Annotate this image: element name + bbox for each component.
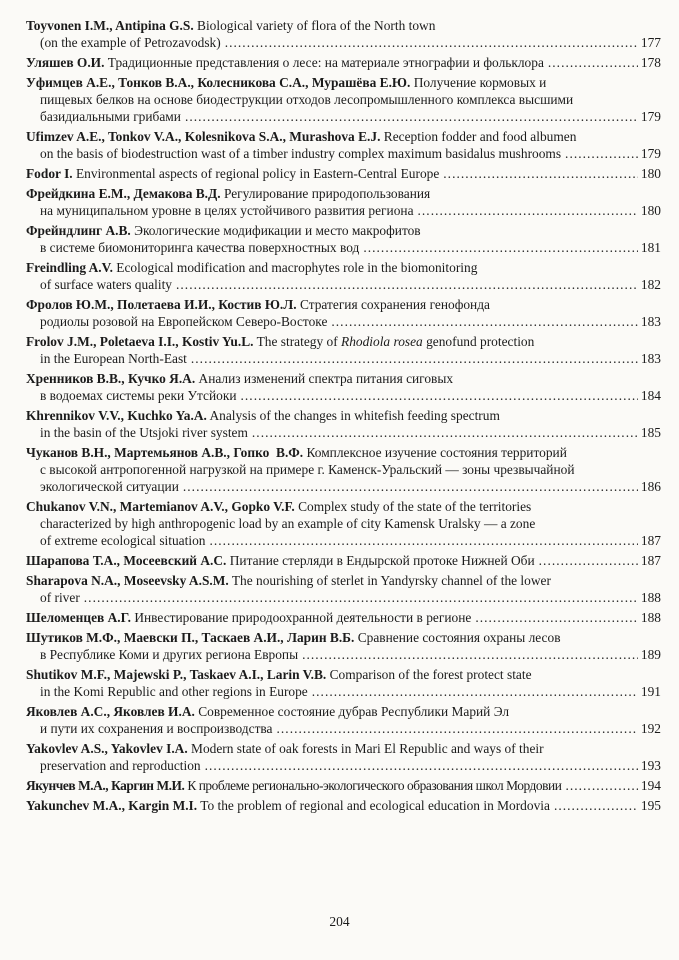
toc-entry xyxy=(26,666,661,700)
entry-text xyxy=(26,186,430,201)
toc-entry-line xyxy=(26,296,661,313)
toc-entry xyxy=(26,629,661,663)
entry-text xyxy=(40,34,221,51)
entry-page-number: 189 xyxy=(640,647,661,662)
entry-text xyxy=(26,75,546,90)
entry-text xyxy=(26,630,561,645)
entry-title-fragment: (on the example of Petrozavodsk) xyxy=(40,35,221,50)
toc-entry-line xyxy=(26,461,661,478)
toc-entry-line xyxy=(26,629,661,646)
entry-text xyxy=(26,371,453,386)
dot-leader xyxy=(554,797,638,814)
entry-title-fragment: Сравнение состояния охраны лесов xyxy=(354,630,561,645)
entry-title-fragment: in the European North-East xyxy=(40,351,187,366)
toc-entry xyxy=(26,703,661,737)
entry-page-number: 193 xyxy=(640,758,661,773)
toc-entry-line xyxy=(26,259,661,276)
toc-entry-line xyxy=(26,145,661,162)
entry-text xyxy=(26,704,509,719)
entry-title-fragment: Ecological modification and macrophytes role in the biomonitoring xyxy=(112,260,478,275)
toc-entry-line xyxy=(26,91,661,108)
page-footer-number: 204 xyxy=(329,914,350,929)
toc-entry-line xyxy=(26,74,661,91)
toc-entry-line xyxy=(26,740,661,757)
entry-page-number: 180 xyxy=(640,203,661,218)
toc-entry-line xyxy=(26,797,661,814)
entry-title-fragment: Environmental aspects of regional policy in Eastern-Central Europe xyxy=(72,166,440,181)
entry-page-number: 194 xyxy=(640,778,661,793)
entry-text xyxy=(26,408,500,423)
entry-authors: Toyvonen I.M., Antipina G.S. xyxy=(26,18,194,33)
entry-title-fragment: The strategy of xyxy=(253,334,342,349)
entry-title-fragment: To the problem of regional and ecological education in Mordovia xyxy=(197,798,550,813)
entry-authors: Khrennikov V.V., Kuchko Ya.A. xyxy=(26,408,207,423)
entry-page-number: 188 xyxy=(640,590,661,605)
entry-text xyxy=(26,445,567,460)
entry-title-fragment: Комплексное изучение состояния территорий xyxy=(303,445,567,460)
entry-text xyxy=(40,276,172,293)
dot-leader xyxy=(241,387,638,404)
entry-title-fragment: Питание стерляди в Ендырской протоке Нижней Оби xyxy=(226,553,535,568)
toc-entry-line xyxy=(26,424,661,441)
toc-entry xyxy=(26,185,661,219)
entry-page-number: 184 xyxy=(640,388,661,403)
entry-page-number: 188 xyxy=(640,610,661,625)
entry-text xyxy=(26,297,490,312)
entry-text xyxy=(40,145,561,162)
toc-entry-line xyxy=(26,720,661,737)
toc-entry xyxy=(26,222,661,256)
entry-title-fragment: The nourishing of sterlet in Yandyrsky channel of the lower xyxy=(228,573,551,588)
toc-entry-line xyxy=(26,444,661,461)
entry-title-fragment: in the Komi Republic and other regions in Europe xyxy=(40,684,308,699)
entry-text xyxy=(26,797,550,814)
dot-leader xyxy=(225,34,638,51)
entry-page-number: 187 xyxy=(640,533,661,548)
toc-entry-line xyxy=(26,387,661,404)
toc-entry-line xyxy=(26,108,661,125)
toc-entry xyxy=(26,74,661,125)
entry-text xyxy=(26,18,435,33)
entry-page-number: 178 xyxy=(640,55,661,70)
dot-leader xyxy=(191,350,638,367)
entry-authors: Fodor I. xyxy=(26,166,73,181)
toc-entry-line xyxy=(26,478,661,495)
entry-authors: Уляшев О.И. xyxy=(26,55,105,70)
toc-entry-line xyxy=(26,498,661,515)
dot-leader xyxy=(565,145,638,162)
entry-authors: Шарапова Т.А., Мосеевский А.С. xyxy=(26,553,227,568)
entry-page-number: 179 xyxy=(640,146,661,161)
dot-leader xyxy=(302,646,638,663)
entry-authors: Яковлев А.С., Яковлев И.А. xyxy=(26,704,195,719)
toc-entry xyxy=(26,259,661,293)
entry-title-fragment: Экологические модификации и место макрофитов xyxy=(130,223,421,238)
dot-leader xyxy=(539,552,638,569)
entry-page-number: 179 xyxy=(640,109,661,124)
dot-leader xyxy=(209,532,637,549)
toc-entry xyxy=(26,407,661,441)
entry-title-fragment: экологической ситуации xyxy=(40,479,179,494)
toc-entry-line xyxy=(26,185,661,202)
entry-title-fragment: родиолы розовой на Европейском Северо-Востоке xyxy=(40,314,328,329)
entry-page-number: 195 xyxy=(640,798,661,813)
entry-text xyxy=(26,573,551,588)
entry-title-fragment: и пути их сохранения и воспроизводства xyxy=(40,721,273,736)
entry-authors: Фрейдкина Е.М., Демакова В.Д. xyxy=(26,186,221,201)
toc-entry-line xyxy=(26,222,661,239)
entry-text xyxy=(26,260,477,275)
entry-text xyxy=(40,424,248,441)
toc-entry-line xyxy=(26,128,661,145)
toc-entry-line xyxy=(26,276,661,293)
entry-title-fragment: с высокой антропогенной нагрузкой на примере г. Каменск-Уральский — зоны чрезвычайной xyxy=(40,462,575,477)
entry-text xyxy=(26,667,532,682)
toc-entry-line xyxy=(26,532,661,549)
toc-entry-line xyxy=(26,370,661,387)
entry-authors: Frolov J.M., Poletaeva I.I., Kostiv Yu.L. xyxy=(26,334,254,349)
entry-text xyxy=(40,387,237,404)
page-footer xyxy=(0,914,679,930)
entry-title-fragment: Анализ изменений спектра питания сиговых xyxy=(195,371,454,386)
toc-entry-line xyxy=(26,350,661,367)
entry-text xyxy=(40,589,80,606)
entry-text xyxy=(40,683,308,700)
entry-title-fragment: of surface waters quality xyxy=(40,277,172,292)
entry-title-fragment: in the basin of the Utsjoki river system xyxy=(40,425,248,440)
entry-title-fragment: characterized by high anthropogenic load by an example of city Kamensk Uralsky — a zone xyxy=(40,516,536,531)
entry-title-fragment: в системе биомониторинга качества поверхностных вод xyxy=(40,240,360,255)
entry-page-number: 177 xyxy=(640,35,661,50)
dot-leader xyxy=(205,757,638,774)
toc-entry-line xyxy=(26,589,661,606)
entry-title-fragment: Получение кормовых и xyxy=(410,75,547,90)
dot-leader xyxy=(84,589,638,606)
entry-text xyxy=(40,350,187,367)
entry-text xyxy=(40,757,201,774)
entry-text xyxy=(40,516,535,531)
entry-title-fragment: Rhodiola rosea xyxy=(341,334,423,349)
entry-text xyxy=(26,741,544,756)
toc-entry xyxy=(26,609,661,626)
dot-leader xyxy=(443,165,638,182)
toc-entry-line xyxy=(26,202,661,219)
entry-title-fragment: Modern state of oak forests in Mari El Republic and ways of their xyxy=(187,741,544,756)
toc-entry xyxy=(26,333,661,367)
dot-leader xyxy=(331,313,638,330)
dot-leader xyxy=(176,276,638,293)
entry-authors: Уфимцев А.Е., Тонков В.А., Колесникова С.А., Мурашёва Е.Ю. xyxy=(26,75,411,90)
entry-page-number: 187 xyxy=(640,553,661,568)
entry-authors: Чуканов В.Н., Мартемьянов А.В., Гопко В.Ф. xyxy=(26,445,304,460)
entry-page-number: 186 xyxy=(640,479,661,494)
entry-title-fragment: Традиционные представления о лесе: на материале этнографии и фольклора xyxy=(104,55,544,70)
toc-entry-line xyxy=(26,34,661,51)
toc-entry-line xyxy=(26,666,661,683)
entry-title-fragment: Современное состояние дубрав Республики Марий Эл xyxy=(194,704,510,719)
dot-leader xyxy=(252,424,638,441)
entry-page-number: 183 xyxy=(640,314,661,329)
entry-page-number: 183 xyxy=(640,351,661,366)
entry-page-number: 192 xyxy=(640,721,661,736)
entry-title-fragment: of river xyxy=(40,590,80,605)
entry-text xyxy=(40,646,298,663)
entry-title-fragment: Регулирование природопользования xyxy=(220,186,431,201)
entry-text xyxy=(26,54,544,71)
entry-title-fragment: Инвестирование природоохранной деятельности в регионе xyxy=(131,610,472,625)
toc-entry-line xyxy=(26,333,661,350)
entry-text xyxy=(26,609,471,626)
entry-title-fragment: Analysis of the changes in whitefish feeding spectrum xyxy=(206,408,500,423)
entry-text xyxy=(26,552,535,569)
toc-entry xyxy=(26,54,661,71)
toc-entry-line xyxy=(26,646,661,663)
entry-authors: Якунчев М.А., Каргин М.И. xyxy=(26,778,185,793)
entry-title-fragment: of extreme ecological situation xyxy=(40,533,206,548)
entry-authors: Шеломенцев А.Г. xyxy=(26,610,131,625)
toc-entry xyxy=(26,17,661,51)
toc-entry-line xyxy=(26,552,661,569)
toc-entry xyxy=(26,572,661,606)
entry-title-fragment: Стратегия сохранения генофонда xyxy=(296,297,490,312)
toc-entry-line xyxy=(26,757,661,774)
entry-text xyxy=(40,462,575,477)
toc-entry-line xyxy=(26,239,661,256)
entry-title-fragment: базидиальными грибами xyxy=(40,109,181,124)
entry-authors: Шутиков М.Ф., Маевски П., Таскаев А.И., Ларин В.Б. xyxy=(26,630,355,645)
toc-entry-line xyxy=(26,407,661,424)
toc-entry xyxy=(26,296,661,330)
entry-title-fragment: в водоемах системы реки Утсйоки xyxy=(40,388,237,403)
toc-entry xyxy=(26,740,661,774)
dot-leader xyxy=(475,609,638,626)
dot-leader xyxy=(548,54,638,71)
dot-leader xyxy=(312,683,638,700)
dot-leader xyxy=(565,777,637,794)
entry-text xyxy=(40,239,359,256)
entry-text xyxy=(40,92,573,107)
entry-authors: Freindling A.V. xyxy=(26,260,113,275)
entry-text xyxy=(26,777,561,794)
entry-page-number: 191 xyxy=(640,684,661,699)
entry-title-fragment: Comparison of the forest protect state xyxy=(326,667,532,682)
toc-entry xyxy=(26,370,661,404)
entry-text xyxy=(40,720,273,737)
entry-authors: Хренников В.В., Кучко Я.А. xyxy=(26,371,196,386)
toc-entry-line xyxy=(26,165,661,182)
toc-entry xyxy=(26,498,661,549)
toc-entry-line xyxy=(26,777,661,794)
entry-title-fragment: on the basis of biodestruction wast of a timber industry complex maximum basidalus mushrooms xyxy=(40,146,562,161)
toc-entry-line xyxy=(26,54,661,71)
toc-list xyxy=(26,17,661,814)
dot-leader xyxy=(183,478,638,495)
entry-page-number: 185 xyxy=(640,425,661,440)
entry-title-fragment: Reception fodder and food albumen xyxy=(380,129,577,144)
dot-leader xyxy=(277,720,638,737)
toc-entry xyxy=(26,777,661,794)
entry-title-fragment: К проблеме регионально-экологического образования школ Мордовии xyxy=(184,778,562,793)
toc-entry-line xyxy=(26,313,661,330)
entry-title-fragment: пищевых белков на основе биодеструкции отходов лесопромышленного комплекса высшими xyxy=(40,92,574,107)
dot-leader xyxy=(363,239,638,256)
entry-text xyxy=(26,129,576,144)
entry-page-number: 181 xyxy=(640,240,661,255)
entry-title-fragment: genofund protection xyxy=(422,334,535,349)
toc-entry xyxy=(26,128,661,162)
entry-text xyxy=(40,313,327,330)
entry-page-number: 182 xyxy=(640,277,661,292)
entry-text xyxy=(40,108,181,125)
entry-text xyxy=(40,532,205,549)
entry-authors: Sharapova N.A., Moseevsky A.S.M. xyxy=(26,573,229,588)
toc-entry xyxy=(26,552,661,569)
toc-entry xyxy=(26,165,661,182)
toc-entry xyxy=(26,444,661,495)
toc-entry-line xyxy=(26,515,661,532)
entry-title-fragment: в Республике Коми и других региона Европы xyxy=(40,647,299,662)
entry-title-fragment: Complex study of the state of the territories xyxy=(294,499,532,514)
entry-text xyxy=(26,334,534,349)
entry-text xyxy=(26,499,531,514)
entry-authors: Фрейндлинг А.В. xyxy=(26,223,131,238)
entry-page-number: 180 xyxy=(640,166,661,181)
entry-authors: Ufimzev A.E., Tonkov V.A., Kolesnikova S.A., Murashova E.J. xyxy=(26,129,381,144)
toc-entry-line xyxy=(26,572,661,589)
dot-leader xyxy=(185,108,638,125)
dot-leader xyxy=(418,202,638,219)
entry-title-fragment: preservation and reproduction xyxy=(40,758,201,773)
entry-text xyxy=(40,478,179,495)
toc-entry-line xyxy=(26,683,661,700)
entry-authors: Shutikov M.F., Majewski P., Taskaev A.I., Larin V.B. xyxy=(26,667,327,682)
toc-entry xyxy=(26,797,661,814)
entry-authors: Chukanov V.N., Martemianov A.V., Gopko V.F. xyxy=(26,499,295,514)
entry-text xyxy=(26,223,421,238)
entry-authors: Yakovlev A.S., Yakovlev I.A. xyxy=(26,741,188,756)
entry-title-fragment: на муниципальном уровне в целях устойчивого развития региона xyxy=(40,203,414,218)
entry-authors: Фролов Ю.М., Полетаева И.И., Костив Ю.Л. xyxy=(26,297,297,312)
entry-text xyxy=(40,202,414,219)
toc-entry-line xyxy=(26,609,661,626)
toc-entry-line xyxy=(26,703,661,720)
entry-authors: Yakunchev M.A., Kargin M.I. xyxy=(26,798,198,813)
entry-text xyxy=(26,165,439,182)
entry-title-fragment: Biological variety of flora of the North town xyxy=(193,18,436,33)
toc-entry-line xyxy=(26,17,661,34)
